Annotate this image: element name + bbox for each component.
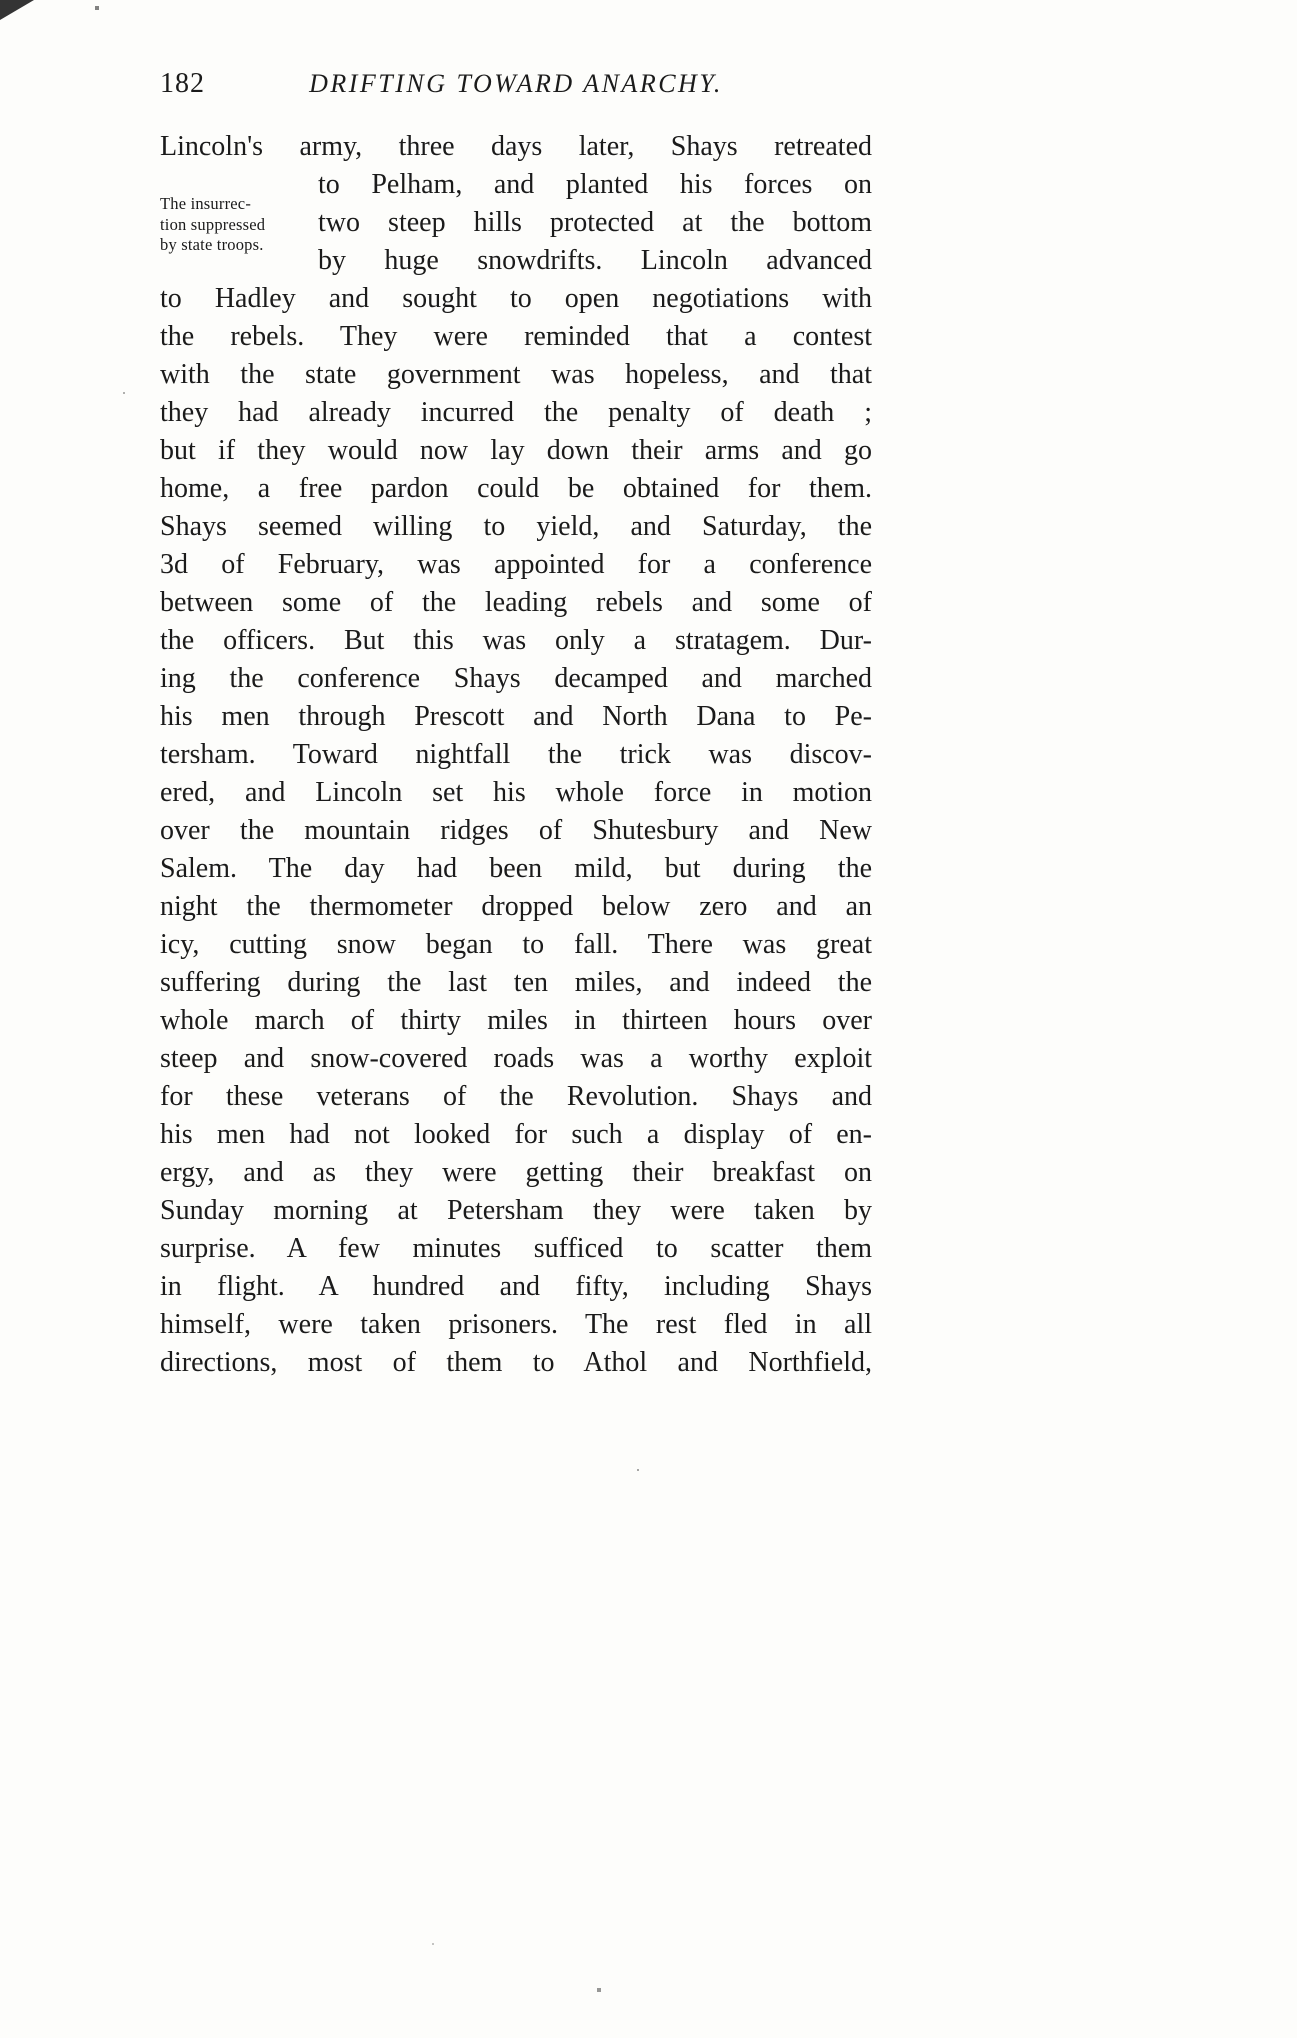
text-line: icy, cutting snow began to fall. There was great (160, 929, 872, 960)
text-block (160, 128, 872, 1382)
text-line: Lincoln's army, three days later, Shays retreated (160, 131, 872, 162)
text-line: whole march of thirty miles in thirteen hours over (160, 1005, 872, 1036)
text-line: two steep hills protected at the bottom (318, 207, 872, 238)
text-line: tersham. Toward nightfall the trick was discov- (160, 739, 872, 770)
text-line: directions, most of them to Athol and Northfield, (160, 1347, 872, 1378)
sidenote-line: by state troops. (160, 235, 264, 254)
text-line: in flight. A hundred and fifty, including Shays (160, 1271, 872, 1302)
text-line: Salem. The day had been mild, but during the (160, 853, 872, 884)
text-line: ing the conference Shays decamped and marched (160, 663, 872, 694)
text-line: by huge snowdrifts. Lincoln advanced (318, 245, 872, 276)
text-line: home, a free pardon could be obtained for them. (160, 473, 872, 504)
text-line: between some of the leading rebels and some of (160, 587, 872, 618)
sidenote-line: tion suppressed (160, 214, 266, 234)
text-line: his men through Prescott and North Dana to Pe- (160, 701, 872, 732)
text-line: suffering during the last ten miles, and indeed the (160, 967, 872, 998)
text-line: the officers. But this was only a stratagem. Dur- (160, 625, 872, 656)
scan-artifact-corner (0, 0, 34, 20)
sidenote-line: The insurrec- (160, 194, 252, 213)
text-line: ered, and Lincoln set his whole force in motion (160, 777, 872, 808)
text-line: steep and snow-covered roads was a worthy exploit (160, 1043, 872, 1074)
text-line: himself, were taken prisoners. The rest fled in all (160, 1309, 872, 1340)
text-line: but if they would now lay down their arms and go (160, 435, 872, 466)
text-line: night the thermometer dropped below zero and an (160, 891, 872, 922)
text-line: to Pelham, and planted his forces on (318, 169, 872, 200)
page-number: 182 (160, 68, 205, 99)
running-header-title: DRIFTING TOWARD ANARCHY. (309, 69, 723, 98)
body-text (160, 128, 872, 1382)
text-line: they had already incurred the penalty of death ; (160, 397, 872, 428)
sidenote (160, 194, 312, 256)
text-line: 3d of February, was appointed for a conference (160, 549, 872, 580)
text-line: surprise. A few minutes sufficed to scatter them (160, 1233, 872, 1264)
text-line: over the mountain ridges of Shutesbury and New (160, 815, 872, 846)
text-line: Sunday morning at Petersham they were taken by (160, 1195, 872, 1226)
text-line: his men had not looked for such a display of en- (160, 1119, 872, 1150)
scan-artifact-specks (0, 0, 2, 2)
text-line: Shays seemed willing to yield, and Saturday, the (160, 511, 872, 542)
text-line: ergy, and as they were getting their breakfast on (160, 1157, 872, 1188)
text-line: to Hadley and sought to open negotiations with (160, 283, 872, 314)
text-line: for these veterans of the Revolution. Shays and (160, 1081, 872, 1112)
page-header (160, 68, 872, 104)
text-line: with the state government was hopeless, and that (160, 359, 872, 390)
text-line: the rebels. They were reminded that a contest (160, 321, 872, 352)
